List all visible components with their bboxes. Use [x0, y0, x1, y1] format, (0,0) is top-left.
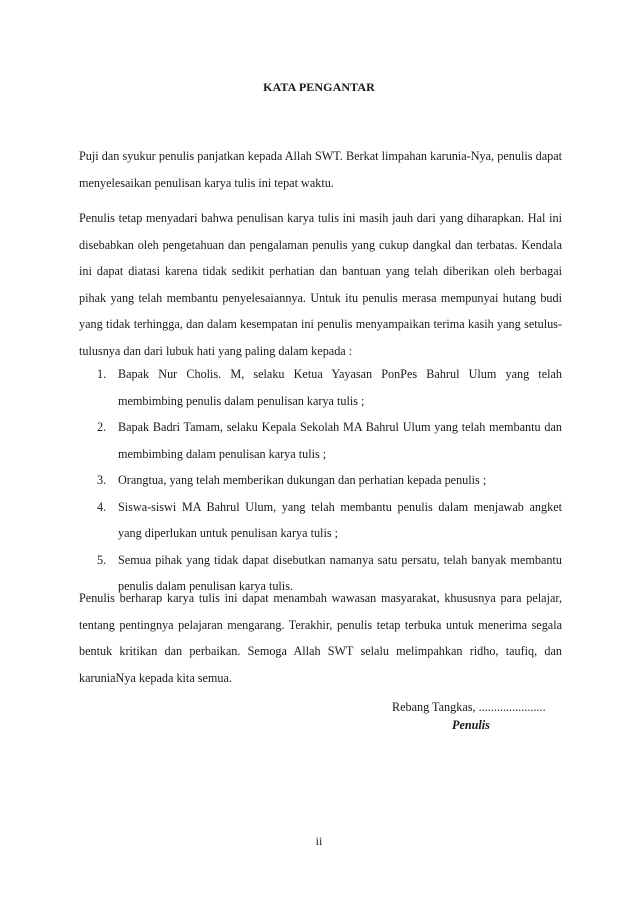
thanks-list: [79, 361, 562, 600]
place-date: Rebang Tangkas, ......................: [392, 700, 546, 714]
list-item: [79, 414, 562, 467]
list-item-number: 2.: [97, 420, 107, 434]
list-item-number: 4.: [97, 499, 107, 514]
page-title: KATA PENGANTAR: [263, 80, 375, 94]
list-item: [79, 494, 562, 547]
list-item-number: 3.: [97, 473, 107, 487]
list-item-text: Bapak Nur Cholis. M, selaku Ketua Yayasan PonPes Bahrul Ulum yang telah membimbing penulis dalam penulisan karya tulis ;: [118, 367, 562, 408]
list-item-text: Siswa-siswi MA Bahrul Ulum, yang telah membantu penulis dalam menjawab angket yang diperlukan untuk penulisan karya tulis ;: [118, 499, 562, 540]
list-item-text: Bapak Badri Tamam, selaku Kepala Sekolah MA Bahrul Ulum yang telah membantu dan membimbing dalam penulisan karya tulis ;: [118, 420, 562, 461]
page-number: ii: [315, 834, 323, 848]
paragraph-acknowledgement: Penulis tetap menyadari bahwa penulisan karya tulis ini masih jauh dari yang diharapkan. Hal ini disebabkan oleh pengetahuan dan pengalaman penulis yang cukup dangkal dan terbatas. Kendala ini dapat diatasi karena tidak sedikit perhatian dan bantuan yang telah diberikan oleh berbagai pihak yang telah membantu penyelesaiannya. Untuk itu penulis merasa mempunyai hutang budi yang tidak terhingga, dan dalam kesempatan ini penulis menyampaikan terima kasih yang setulus-tulusnya dan dari lubuk hati yang paling dalam kepada :: [79, 211, 562, 358]
list-item-text: Semua pihak yang tidak dapat disebutkan namanya satu persatu, telah banyak membantu penulis dalam penulisan karya tulis.: [118, 552, 562, 593]
list-item-text: Orangtua, yang telah memberikan dukungan dan perhatian kepada penulis ;: [118, 473, 487, 487]
paragraph-closing: Penulis berharap karya tulis ini dapat menambah wawasan masyarakat, khususnya para pelajar, tentang pentingnya pelajaran mengarang. Terakhir, penulis tetap terbuka untuk menerima segala bentuk kritikan dan perbaikan. Semoga Allah SWT selalu melimpahkan ridho, taufiq, dan karuniaNya kepada kita semua.: [79, 591, 562, 685]
list-item: [79, 467, 562, 494]
author-signature: Penulis: [452, 718, 490, 732]
list-item: [79, 361, 562, 414]
list-item-number: 5.: [97, 552, 107, 567]
paragraph-opening: Puji dan syukur penulis panjatkan kepada Allah SWT. Berkat limpahan karunia-Nya, penulis dapat menyelesaikan penulisan karya tulis ini tepat waktu.: [79, 149, 562, 190]
list-item-number: 1.: [97, 367, 107, 381]
